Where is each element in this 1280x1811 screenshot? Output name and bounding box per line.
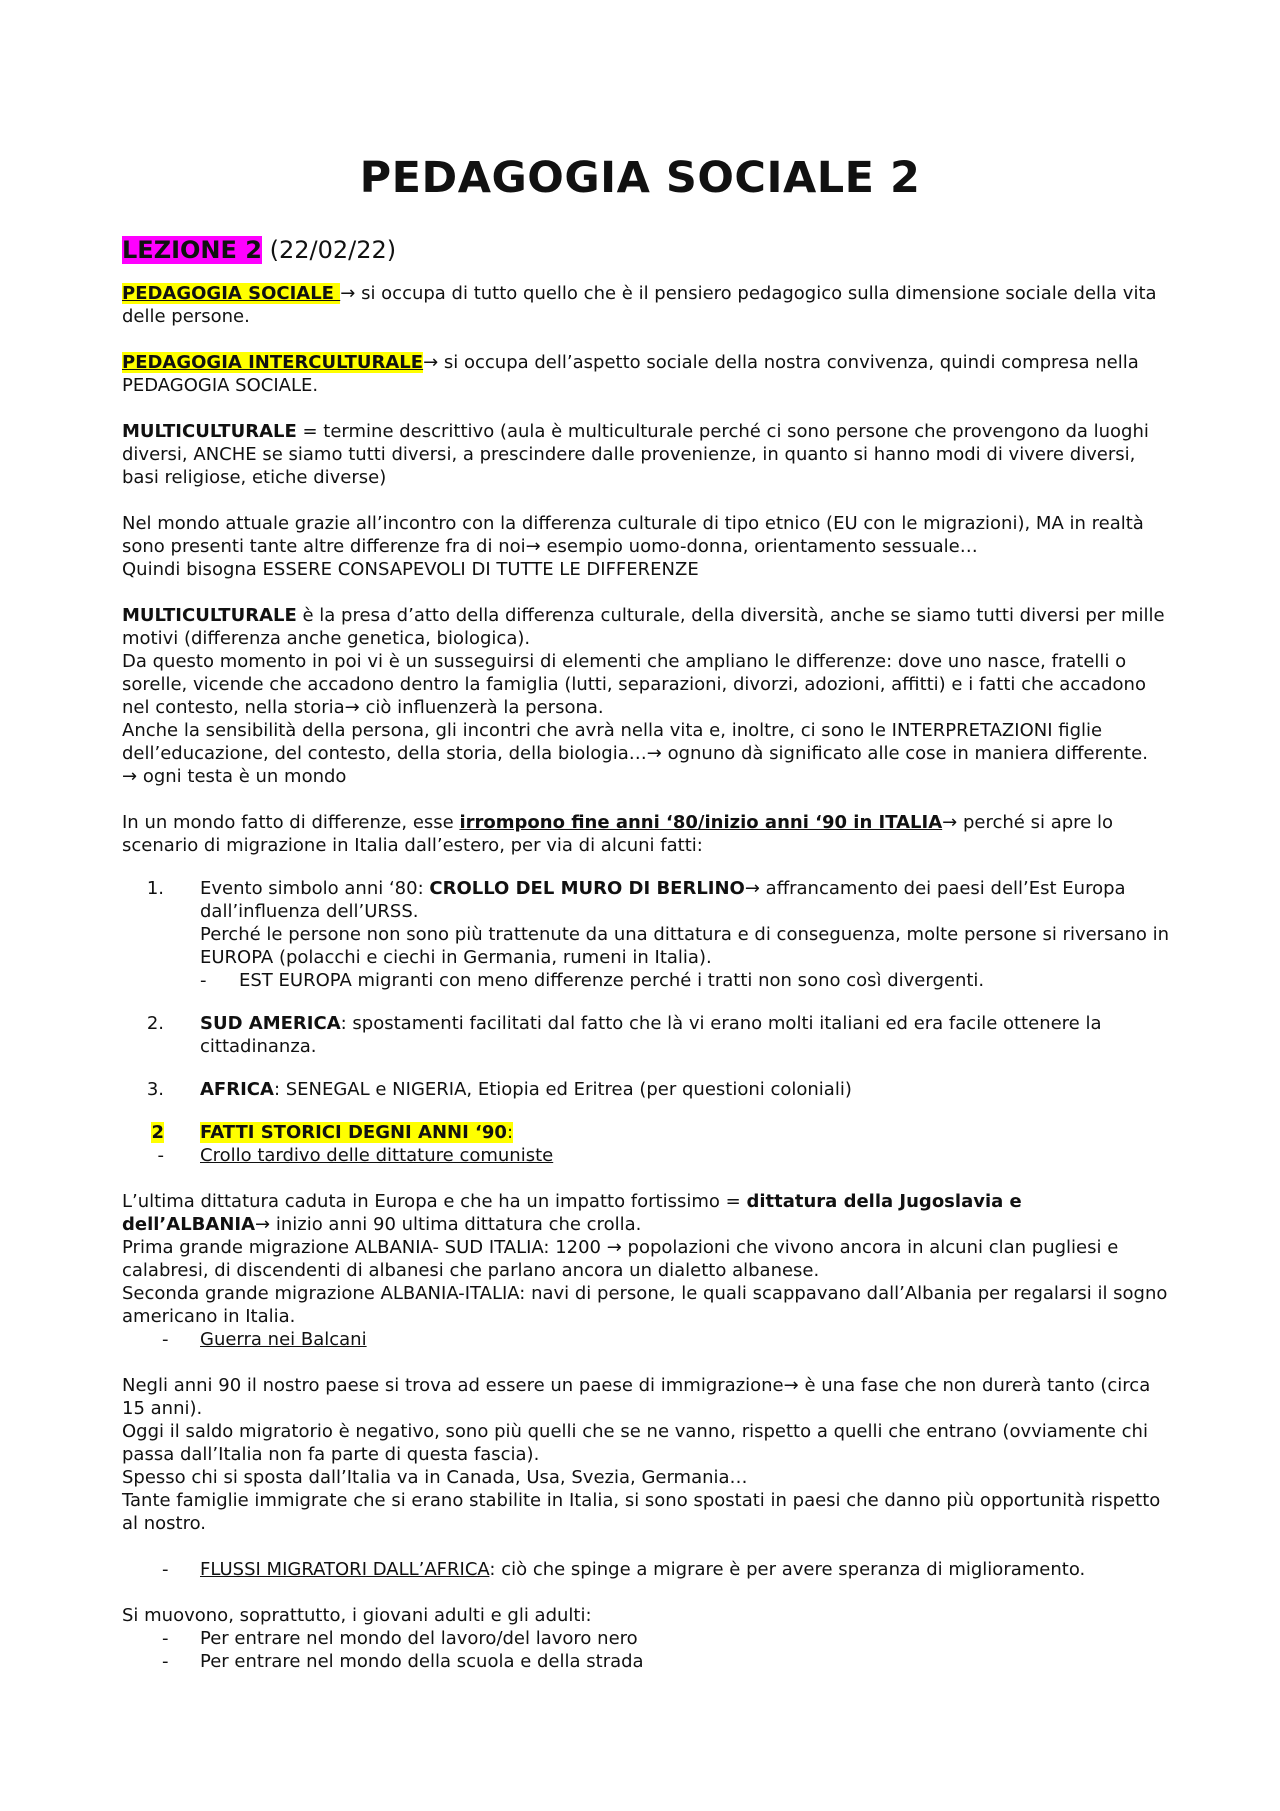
- list-number: 2.: [146, 1013, 164, 1034]
- dash-bullet: -: [200, 970, 207, 991]
- list-item: - Crollo tardivo delle dittature comuniste: [122, 1144, 1172, 1167]
- paragraph-ogni-testa: → ogni testa è un mondo: [122, 766, 347, 787]
- list-item: 2 FATTI STORICI DEGNI ANNI ‘90:: [151, 1122, 514, 1143]
- list-item: - Per entrare nel mondo della scuola e della strada: [122, 1650, 1172, 1673]
- dash-bullet: -: [157, 1145, 164, 1166]
- arrow-icon: →: [942, 812, 958, 833]
- paragraph-ultima-dittatura: L’ultima dittatura caduta in Europa e che ha un impatto fortissimo = dittatura della Jugoslavia e dell’ALBANIA→ inizio anni 90 ultima dittatura che crolla.: [122, 1191, 1022, 1235]
- list-item: 2. SUD AMERICA: spostamenti facilitati dal fatto che là vi erano molti italiani ed era facile ottenere la cittadinanza.: [122, 1012, 1172, 1058]
- arrow-icon: →: [646, 743, 662, 764]
- list-number: 1.: [146, 878, 164, 899]
- heading-fatti-storici: FATTI STORICI DEGNI ANNI ‘90: [200, 1122, 507, 1143]
- term-pedagogia-sociale: PEDAGOGIA SOCIALE: [122, 283, 341, 304]
- page-title: PEDAGOGIA SOCIALE 2: [359, 153, 921, 203]
- lesson-date: (22/02/22): [261, 236, 397, 264]
- lesson-label: LEZIONE 2: [122, 236, 262, 264]
- paragraph-seconda-migrazione: Seconda grande migrazione ALBANIA-ITALIA: navi di persone, le quali scappavano dall’Albania per regalarsi il sogno americano in Italia.: [122, 1283, 1168, 1327]
- dash-bullet: -: [162, 1329, 169, 1350]
- arrow-icon: →: [340, 283, 356, 304]
- paragraph-nel-mondo: Nel mondo attuale grazie all’incontro con la differenza culturale di tipo etnico (EU con le migrazioni), MA in realtà sono presenti tante altre differenze fra di noi→ esempio uomo-donna, orientamento sessuale…: [122, 513, 1144, 557]
- arrow-icon: →: [744, 878, 760, 899]
- paragraph-pedagogia-interculturale: PEDAGOGIA INTERCULTURALE→ si occupa dell’aspetto sociale della nostra convivenza, quindi compresa nella PEDAGOGIA SOCIALE.: [122, 352, 1139, 396]
- arrow-icon: →: [122, 766, 138, 787]
- paragraph-multiculturale-2: MULTICULTURALE è la presa d’atto della differenza culturale, della diversità, anche se siamo tutti diversi per mille motivi (differenza anche genetica, biologica).: [122, 605, 1165, 649]
- document-body: [122, 234, 1172, 1673]
- list-item: - FLUSSI MIGRATORI DALL’AFRICA: ciò che spinge a migrare è per avere speranza di miglioramento.: [122, 1558, 1172, 1581]
- paragraph-mondo-di-differenze: In un mondo fatto di differenze, esse irrompono fine anni ‘80/inizio anni ‘90 in ITALIA→ perché si apre lo scenario di migrazione in Italia dall’estero, per via di alcuni fatti:: [122, 812, 1113, 856]
- term-multiculturale: MULTICULTURALE: [122, 421, 297, 442]
- paragraph-multiculturale-1: MULTICULTURALE = termine descrittivo (aula è multiculturale perché ci sono persone che provengono da luoghi diversi, ANCHE se siamo tutti diversi, a prescindere dalle provenienze, in quanto si hanno modi di vivere diversi, basi religiose, etiche diverse): [122, 421, 1149, 488]
- arrow-icon: →: [783, 1375, 799, 1396]
- list-item: - Per entrare nel mondo del lavoro/del lavoro nero: [122, 1627, 1172, 1650]
- list-item: - Guerra nei Balcani: [122, 1328, 1172, 1351]
- dash-bullet: -: [162, 1628, 169, 1649]
- list-number: 2: [151, 1122, 164, 1143]
- emphasis-irrompono: irrompono fine anni ‘80/inizio anni ‘90 in ITALIA: [459, 812, 943, 833]
- arrow-icon: →: [606, 1237, 622, 1258]
- lesson-heading: [122, 234, 1172, 266]
- paragraph-spesso: Spesso chi si sposta dall’Italia va in Canada, Usa, Svezia, Germania…: [122, 1467, 748, 1488]
- arrow-icon: →: [344, 697, 360, 718]
- paragraph-saldo-migratorio: Oggi il saldo migratorio è negativo, sono più quelli che se ne vanno, rispetto a quelli che entrano (ovviamente chi passa dall’Italia non fa parte di questa fascia).: [122, 1421, 1148, 1465]
- list-item: - EST EUROPA migranti con meno differenze perché i tratti non sono così divergenti.: [122, 969, 1172, 992]
- paragraph-prima-migrazione: Prima grande migrazione ALBANIA- SUD ITALIA: 1200 → popolazioni che vivono ancora in alcuni clan pugliesi e calabresi, di discendenti di albanesi che parlano ancora un dialetto albanese.: [122, 1237, 1119, 1281]
- paragraph-tante-famiglie: Tante famiglie immigrate che si erano stabilite in Italia, si sono spostati in paesi che danno più opportunità rispetto al nostro.: [122, 1490, 1161, 1534]
- arrow-icon: →: [423, 352, 439, 373]
- dash-bullet: -: [162, 1651, 169, 1672]
- paragraph-pedagogia-sociale: PEDAGOGIA SOCIALE → si occupa di tutto quello che è il pensiero pedagogico sulla dimensione sociale della vita delle persone.: [122, 283, 1157, 327]
- term-pedagogia-interculturale: PEDAGOGIA INTERCULTURALE: [122, 352, 424, 373]
- paragraph-consapevoli: Quindi bisogna ESSERE CONSAPEVOLI DI TUTTE LE DIFFERENZE: [122, 559, 699, 580]
- list-item: 1. Evento simbolo anni ‘80: CROLLO DEL MURO DI BERLINO→ affrancamento dei paesi dell’Est Europa dall’influenza dell’URSS. Perché le persone non sono più trattenute da una dittatura e di conseguenza, molte persone si riversano in EUROPA (polacchi e ciechi in Germania, rumeni in Italia).: [122, 877, 1172, 969]
- paragraph-si-muovono: Si muovono, soprattutto, i giovani adulti e gli adulti:: [122, 1605, 592, 1626]
- arrow-icon: →: [255, 1214, 271, 1235]
- term-multiculturale: MULTICULTURALE: [122, 605, 297, 626]
- paragraph-da-questo-momento: Da questo momento in poi vi è un susseguirsi di elementi che ampliano le differenze: dove uno nasce, fratelli o sorelle, vicende che accadono dentro la famiglia (lutti, separazioni, divorzi, adozioni, affitti) e i fatti che accadono nel contesto, nella storia→ ciò influenzerà la persona.: [122, 651, 1146, 718]
- paragraph-anni-90: Negli anni 90 il nostro paese si trova ad essere un paese di immigrazione→ è una fase che non durerà tanto (circa 15 anni).: [122, 1375, 1151, 1419]
- arrow-icon: →: [525, 536, 541, 557]
- dash-bullet: -: [162, 1559, 169, 1580]
- paragraph-anche-la-sensibilita: Anche la sensibilità della persona, gli incontri che avrà nella vita e, inoltre, ci sono le INTERPRETAZIONI figlie dell’educazione, del contesto, della storia, della biologia…→ ognuno dà significato alle cose in maniera differente.: [122, 720, 1148, 764]
- list-number: 3.: [146, 1079, 164, 1100]
- list-item: 3. AFRICA: SENEGAL e NIGERIA, Etiopia ed Eritrea (per questioni coloniali): [122, 1078, 1172, 1101]
